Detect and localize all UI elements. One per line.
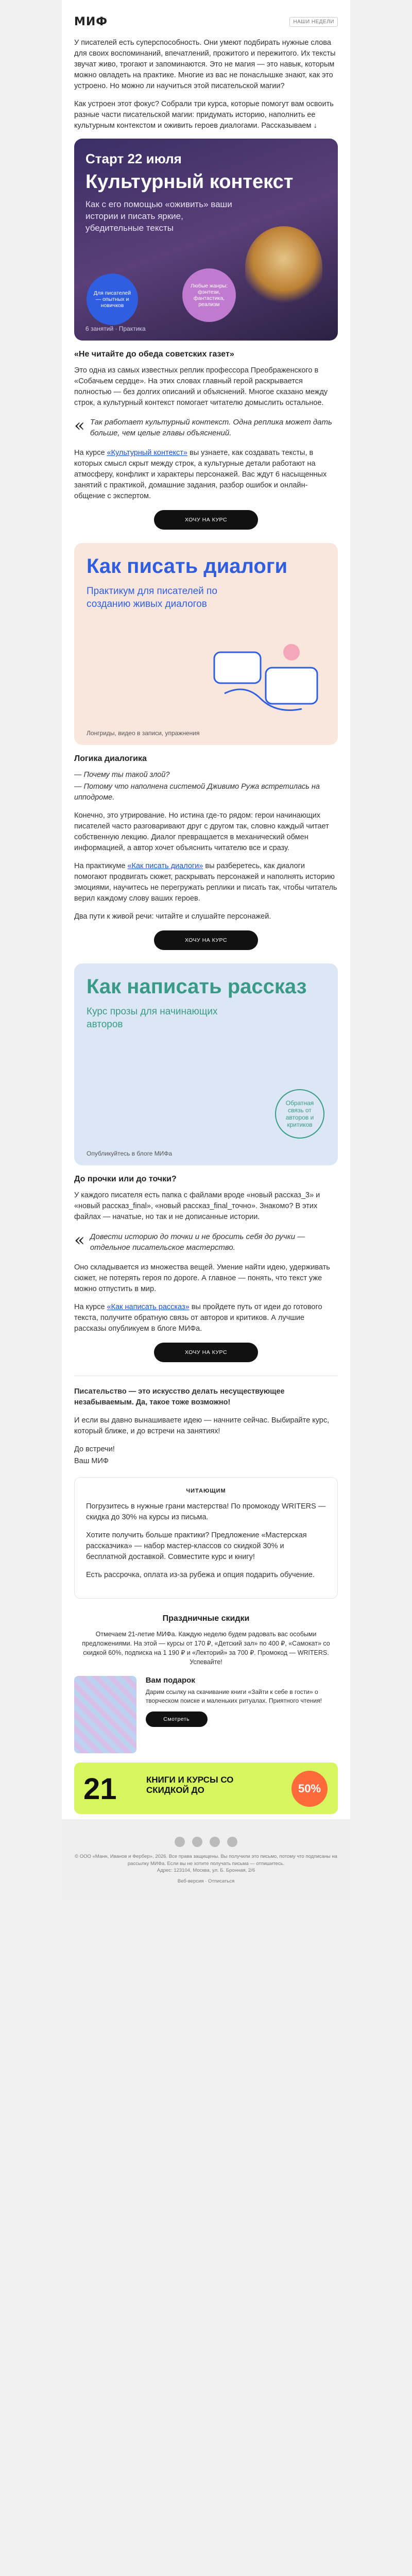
section-heading: До прочки или до точки? (74, 1175, 177, 1184)
gift-description: Дарим ссылку на скачивание книги «Зайти к себе в гости» о творческом поиске и маленьких ритуалах. Приятного чтения! (145, 1688, 322, 1705)
promo-heading: ЧИТАЮЩИМ (186, 1487, 226, 1494)
course-banner-story[interactable] (74, 963, 338, 1165)
course-button[interactable]: ХОЧУ НА КУРС (154, 510, 258, 530)
section-paragraph: Оно складывается из множества вещей. Умение найти идею, удерживать сюжет, не потерять героя по дороге. А главное — понять, что текст уже можно отпустить в мир. (74, 1263, 330, 1293)
banner-meta: Опубликуйтесь в блоге МИФа (87, 1150, 173, 1158)
section-paragraph: На практикуме «Как писать диалоги» вы разберетесь, как диалоги помогают продвигать сюжет, раскрывать персонажей и наполнять историю эмоциями, научитесь не перегружать реплики и писать так, чтобы читатель верил каждому слову ваших героев. (74, 862, 337, 903)
footer-legal: © ООО «Манн, Иванов и Фербер», 2026. Все права защищены. Вы получили это письмо, потому что подписаны на рассылку МИФа. Если вы не хотите получать письма — отпишитесь. (75, 1854, 337, 1867)
banner-subtitle: Как с его помощью «оживить» ваши истории и писать яркие, убедительные тексты (85, 199, 232, 233)
section-paragraph: Два пути к живой речи: читайте и слушайте персонажей. (74, 912, 271, 921)
logo[interactable]: МИФ (74, 15, 108, 28)
promo-paragraph: Хотите получить больше практики? Предложение «Мастерская рассказчика» — набор мастер-классов со скидкой 30% и бесплатной доставкой. Совместите курс и книгу! (86, 1531, 307, 1561)
header-badge: НАШИ НЕДЕЛИ (289, 17, 338, 27)
closing-bold: Писательство — это искусство делать несуществующее незабываемым. Да, такое тоже возможно! (74, 1387, 285, 1406)
holiday-paragraph: Отмечаем 21-летие МИФа. Каждую неделю будем радовать вас особыми предложениями. На этой — курсы от 170 ₽, «Детский зал» по 400 ₽, «Самокат» со скидкой 60%, подписка на 1 190 ₽ и «Лекторий» за 700 ₽. Промокод — WRITERS. Успевайте! (82, 1630, 330, 1666)
course-banner-dialogs[interactable] (74, 543, 338, 745)
quote-text: Так работает культурный контекст. Одна реплика может дать больше, чем целые главы объяснений. (90, 418, 332, 438)
signature-line: Ваш МИФ (74, 1456, 109, 1465)
header (62, 0, 350, 38)
quote-mark-icon: « (74, 1229, 85, 1250)
course-link[interactable]: «Как написать рассказ» (107, 1302, 190, 1311)
audience-pill: Для писателей — опытных и новичков (87, 274, 138, 325)
quote-block (62, 417, 350, 438)
intro-paragraph-2: Как устроен этот фокус? Собрали три курса, которые помогут вам освоить разные части писательской магии: придумать историю, наполнить ее культурным контекстом и оживить героев диалогами. Рассказываем ↓ (74, 100, 334, 130)
banner-title: Как написать рассказ (87, 975, 307, 998)
social-links (74, 1837, 338, 1847)
quote-block (62, 1231, 350, 1253)
closing-paragraph: И если вы давно вынашиваете идею — начните сейчас. Выбирайте курс, который ближе, и до встречи на занятиях! (74, 1416, 330, 1435)
banner-title: Как писать диалоги (87, 555, 288, 578)
course-button[interactable]: ХОЧУ НА КУРС (154, 930, 258, 950)
start-date: Старт 22 июля (85, 151, 182, 167)
email (62, 0, 350, 1897)
section-paragraph: На курсе «Культурный контекст» вы узнаете, как создавать тексты, в которых смысл скрыт между строк, а культурные детали работают на атмосферу, конфликт и характеры персонажей. Вас ждут 6 насыщенных занятий с практикой, домашние задания, разбор ошибок и онлайн-общение с экспертом. (74, 449, 327, 501)
sale-percent: 50% (291, 1771, 328, 1807)
section-paragraph: Конечно, это утрирование. Но истина где-то рядом: герои начинающих писателей часто разговаривают друг с другом так, словно каждый читает собственную лекцию. Диалог превращается в механический обмен информацией, а автор хочет объяснить читателю все и сразу. (74, 811, 329, 853)
promo-paragraph: Погрузитесь в нужные грани мастерства! По промокоду WRITERS — скидка до 30% на курсы из письма. (86, 1502, 326, 1521)
book-illustration (245, 226, 322, 309)
section-paragraph: У каждого писателя есть папка с файлами вроде «новый рассказ_3» и «новый рассказ_final», «новый рассказ_final_точно». Знакомо? В этих файлах — начатые, но так и не дописанные истории. (74, 1191, 320, 1222)
dialog-line: — Почему ты такой злой? (74, 771, 170, 779)
genre-pill: Любые жанры: фэнтези, фантастика, реализм (182, 268, 236, 322)
banner-subtitle: Практикум для писателей по созданию живых диалогов (87, 586, 217, 609)
promo-card (74, 1477, 338, 1599)
holiday-heading: Праздничные скидки (162, 1614, 250, 1623)
footer (62, 1819, 350, 1897)
dialog-illustration (209, 637, 322, 719)
banner-meta: Лонгриды, видео в записи, упражнения (87, 730, 200, 737)
vk-icon[interactable] (192, 1837, 202, 1847)
sale-text: КНИГИ И КУРСЫ СО СКИДКОЙ ДО (146, 1775, 234, 1795)
sale-banner[interactable] (74, 1762, 338, 1814)
course-link[interactable]: «Культурный контекст» (107, 449, 187, 457)
banner-meta: 6 занятий · Практика (85, 325, 146, 333)
footer-links[interactable]: Веб-версия · Отписаться (177, 1878, 235, 1885)
section-heading: «Не читайте до обеда советских газет» (74, 350, 234, 359)
feedback-badge: Обратная связь от авторов и критиков (275, 1089, 324, 1139)
quote-mark-icon: « (74, 415, 85, 436)
gift-title: Вам подарок (145, 1676, 195, 1685)
dzen-icon[interactable] (227, 1837, 237, 1847)
section-heading: Логика диалогика (74, 754, 147, 764)
signature-line: До встречи! (74, 1445, 115, 1453)
anniversary-number: 21 (83, 1772, 117, 1806)
course-link[interactable]: «Как писать диалоги» (127, 862, 203, 871)
dialog-line: — Потому что наполнена системой Дживимо Ружа встретилась на ипподроме. (74, 783, 320, 802)
course-banner-context[interactable] (74, 139, 338, 341)
footer-address: Адрес: 123104, Москва, ул. Б. Бронная, 2/6 (157, 1867, 255, 1873)
gift-button[interactable]: Смотреть (146, 1711, 208, 1727)
gift-block (74, 1676, 338, 1753)
section-paragraph: На курсе «Как написать рассказ» вы пройдете путь от идеи до готового текста, получите обратную связь от авторов и критиков. А лучшие рассказы опубликуем в блоге МИФа. (74, 1302, 322, 1333)
section-paragraph: Это одна из самых известных реплик профессора Преображенского в «Собачьем сердце». На этих словах главный герой раскрывается полностью — без долгих описаний и объяснений. Многое сказано между строк, а культурный контекст помогает читателю домыслить остальное. (74, 366, 328, 408)
gift-image[interactable] (74, 1676, 136, 1753)
telegram-icon[interactable] (175, 1837, 185, 1847)
promo-paragraph: Есть рассрочка, оплата из-за рубежа и опция подарить обучение. (86, 1570, 315, 1579)
youtube-icon[interactable] (210, 1837, 220, 1847)
banner-title: Культурный контекст (85, 171, 294, 193)
banner-subtitle: Курс прозы для начинающих авторов (87, 1006, 218, 1030)
intro-paragraph-1: У писателей есть суперспособность. Они умеют подбирать нужные слова для своих воспоминаний, впечатлений, прожитого и пережитого. Их тексты звучат живо, трогают и запоминаются. Это не магия — это навык, которым можно овладеть на практике. Многие из вас не понаслышке знают, как это устроено. Но можно ли научиться этой писательской магии? (74, 39, 336, 91)
course-button[interactable]: ХОЧУ НА КУРС (154, 1343, 258, 1362)
quote-text: Довести историю до точки и не бросить себя до ручки — отдельное писательское мастерство. (90, 1232, 305, 1252)
